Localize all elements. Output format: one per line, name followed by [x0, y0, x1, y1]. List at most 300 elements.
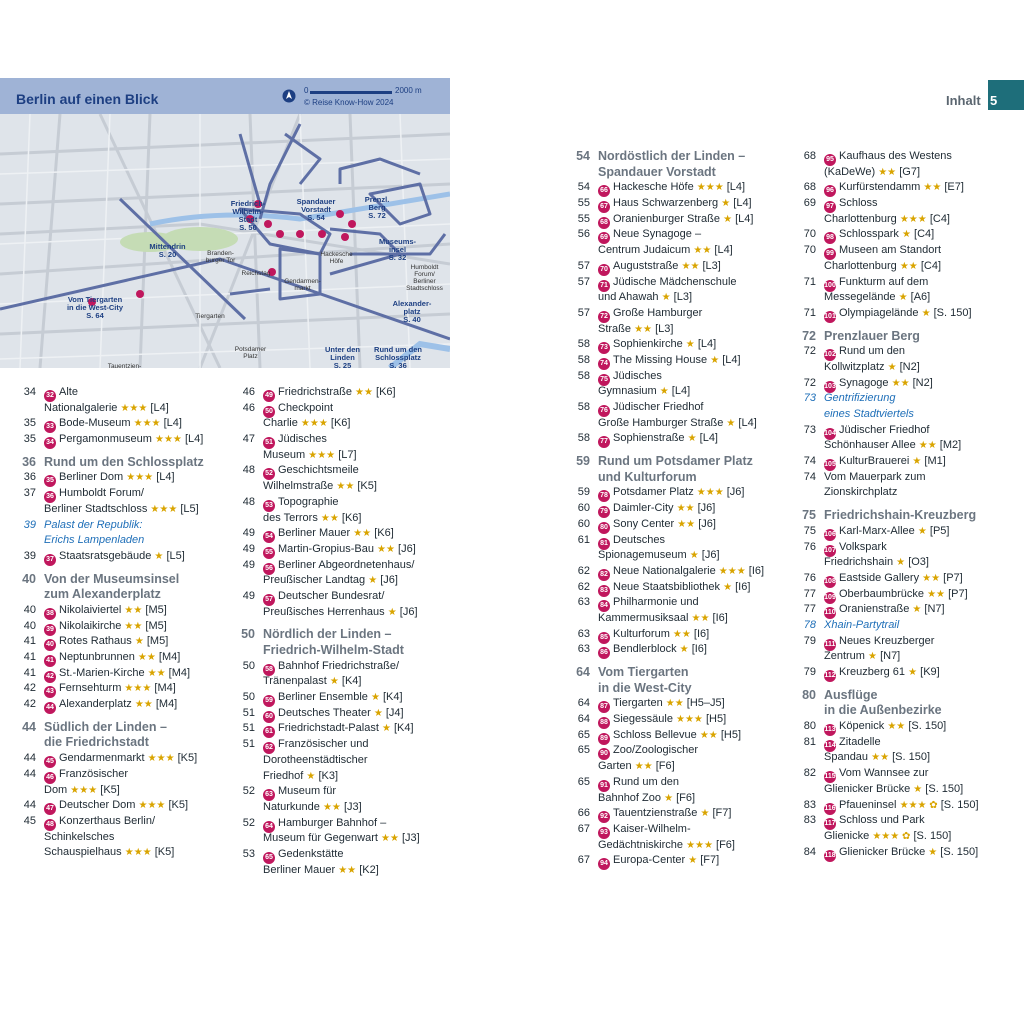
toc-entry-text: [44, 634, 168, 651]
toc-entry[interactable]: [568, 400, 798, 416]
toc-page-number: 64: [576, 665, 590, 679]
toc-entry[interactable]: [233, 558, 463, 574]
toc-entry[interactable]: [233, 769, 463, 785]
toc-entry[interactable]: [233, 721, 463, 737]
toc-entry-text: [44, 783, 120, 799]
toc-section-heading[interactable]: [14, 572, 244, 588]
toc-entry[interactable]: [568, 517, 798, 533]
star-rating-icon: ★★★: [899, 213, 927, 225]
toc-entry-label: Berliner Stadtschloss: [44, 502, 148, 515]
toc-page-number: 76: [803, 540, 816, 553]
toc-feature-entry[interactable]: [794, 618, 1024, 634]
sight-number-badge: 59: [263, 695, 275, 707]
toc-entry-label: Schloss: [839, 197, 878, 210]
map-grid-reference: [M5]: [146, 635, 169, 648]
sight-number-badge: 50: [263, 406, 275, 418]
toc-entry[interactable]: [14, 416, 244, 432]
toc-entry[interactable]: [794, 275, 1024, 291]
toc-section-heading[interactable]: [794, 329, 1024, 345]
toc-entry[interactable]: [14, 798, 244, 814]
toc-entry[interactable]: [14, 650, 244, 666]
toc-entry[interactable]: [233, 674, 463, 690]
toc-page-number: 40: [23, 619, 36, 632]
toc-entry[interactable]: [794, 212, 1024, 228]
toc-entry[interactable]: [233, 753, 463, 769]
sight-number-badge: 98: [824, 232, 836, 244]
toc-entry-text: [824, 587, 968, 604]
toc-entry[interactable]: [568, 759, 798, 775]
toc-entry[interactable]: [568, 369, 798, 385]
toc-entry[interactable]: [14, 830, 244, 846]
sight-number-badge: 96: [824, 185, 836, 197]
toc-entry[interactable]: [794, 376, 1024, 392]
toc-entry-text: [824, 798, 979, 815]
toc-entry[interactable]: [233, 495, 463, 511]
toc-entry[interactable]: [14, 619, 244, 635]
toc-entry-label: Oranienburger Straße: [613, 212, 720, 225]
map-copyright: © Reise Know-How 2024: [304, 98, 394, 107]
toc-entry[interactable]: [14, 783, 244, 799]
toc-entry[interactable]: [568, 712, 798, 728]
toc-entry[interactable]: [14, 767, 244, 783]
toc-feature-entry[interactable]: [14, 518, 244, 534]
toc-entry[interactable]: [794, 634, 1024, 650]
toc-entry-label: Schloss und Park: [839, 814, 925, 827]
toc-entry-label: Charlie: [263, 417, 298, 430]
toc-entry[interactable]: [233, 432, 463, 448]
toc-entry[interactable]: [568, 533, 798, 549]
toc-entry[interactable]: [794, 845, 1024, 861]
toc-entry-text: [824, 618, 899, 634]
toc-entry-text: [44, 814, 155, 831]
star-rating-icon: ★★: [134, 699, 153, 711]
toc-entry[interactable]: [568, 853, 798, 869]
toc-entry[interactable]: [794, 798, 1024, 814]
toc-entry[interactable]: [568, 548, 798, 564]
toc-entry[interactable]: [794, 829, 1024, 845]
toc-section-heading[interactable]: [568, 165, 798, 181]
toc-page-number: 45: [23, 814, 36, 827]
toc-entry[interactable]: [794, 719, 1024, 735]
map-grid-reference: [M1]: [924, 455, 946, 468]
toc-entry-label: Berliner Ensemble: [278, 691, 368, 704]
toc-entry-label: Naturkunde: [263, 800, 320, 813]
toc-entry[interactable]: [233, 690, 463, 706]
map-grid-reference: [S. 150]: [913, 829, 952, 842]
toc-entry[interactable]: [233, 816, 463, 832]
star-rating-icon: ★★★: [124, 683, 152, 695]
toc-entry-label: in die West-City: [598, 680, 692, 695]
star-rating-icon: ★★: [137, 652, 156, 663]
toc-entry-text: [824, 782, 963, 798]
sight-number-badge: 92: [598, 811, 610, 823]
toc-section-heading[interactable]: [568, 665, 798, 681]
toc-entry-text: [598, 290, 692, 306]
toc-entry-text: [263, 753, 368, 769]
sight-number-badge: 91: [598, 780, 610, 792]
sight-number-badge: 89: [598, 733, 610, 745]
toc-entry[interactable]: [568, 485, 798, 501]
toc-entry-label: Eastside Gallery: [839, 571, 920, 584]
toc-entry[interactable]: [568, 838, 798, 854]
toc-entry-label: Neue Nationalgalerie: [613, 564, 716, 577]
toc-entry[interactable]: [794, 555, 1024, 571]
toc-entry[interactable]: [233, 463, 463, 479]
sight-number-badge: 115: [824, 771, 836, 783]
toc-entry-text: [598, 322, 673, 338]
toc-entry[interactable]: [233, 448, 463, 464]
sight-number-badge: 99: [824, 248, 836, 260]
map-grid-reference: [H5–J5]: [686, 697, 725, 710]
toc-entry-label: Vom Wannsee zur: [839, 767, 929, 780]
toc-entry-label: Friedrich-Wilhelm-Stadt: [263, 643, 404, 657]
sight-number-badge: 34: [44, 437, 56, 449]
map-grid-reference: [K4]: [382, 691, 403, 704]
toc-entry[interactable]: [794, 180, 1024, 196]
toc-entry-label: Jüdisches: [278, 433, 327, 446]
toc-entry[interactable]: [233, 573, 463, 589]
star-rating-icon: ★: [659, 386, 669, 398]
toc-entry[interactable]: [568, 743, 798, 759]
toc-entry[interactable]: [568, 384, 798, 400]
toc-section-heading[interactable]: [14, 720, 244, 736]
toc-entry[interactable]: [568, 611, 798, 627]
toc-entry-label: Spandau: [824, 751, 869, 764]
star-rating-icon: ★★★: [133, 418, 161, 430]
toc-entry[interactable]: [794, 243, 1024, 259]
toc-entry-label: Bode-Museum: [59, 417, 131, 430]
map-place-potsdamer-platz: Potsdamer Platz: [234, 346, 267, 360]
toc-entry-text: [824, 180, 964, 197]
toc-entry[interactable]: [233, 401, 463, 417]
sight-number-badge: 95: [824, 154, 836, 166]
toc-section-heading[interactable]: [794, 703, 1024, 719]
toc-entry[interactable]: [14, 603, 244, 619]
toc-entry[interactable]: [233, 589, 463, 605]
toc-page-number: 84: [803, 845, 816, 858]
toc-section-heading[interactable]: [568, 681, 798, 697]
toc-section-heading[interactable]: [14, 735, 244, 751]
toc-entry[interactable]: [794, 750, 1024, 766]
toc-entry-label: Neue Staatsbibliothek: [613, 580, 721, 593]
toc-entry-text: [824, 376, 933, 393]
sight-number-badge: 86: [598, 647, 610, 659]
toc-entry[interactable]: [568, 180, 798, 196]
toc-entry-label: Pergamonmuseum: [59, 433, 152, 446]
toc-entry[interactable]: [568, 243, 798, 259]
toc-section-heading[interactable]: [568, 149, 798, 165]
toc-section-heading[interactable]: [568, 470, 798, 486]
map-grid-reference: [O3]: [908, 556, 929, 569]
toc-page-number: 60: [577, 502, 590, 515]
toc-entry[interactable]: [794, 196, 1024, 212]
star-rating-icon: ★: [726, 417, 736, 429]
toc-section-heading[interactable]: [14, 455, 244, 471]
toc-entry[interactable]: [568, 642, 798, 658]
toc-page-number: 40: [23, 603, 36, 616]
toc-page-number: 77: [803, 603, 816, 616]
toc-entry-label: Wilhelmstraße: [263, 480, 334, 493]
scale-bar: [310, 91, 392, 94]
toc-entry[interactable]: [794, 649, 1024, 665]
toc-section-heading[interactable]: [14, 587, 244, 603]
toc-entry[interactable]: [568, 580, 798, 596]
toc-entry[interactable]: [14, 502, 244, 518]
toc-entry-label: Schauspielhaus: [44, 846, 122, 859]
toc-entry[interactable]: [794, 540, 1024, 556]
toc-entry[interactable]: [568, 322, 798, 338]
sight-number-badge: 108: [824, 576, 836, 588]
toc-entry[interactable]: [14, 845, 244, 861]
toc-page-number: 41: [23, 666, 36, 679]
toc-page-number: 50: [242, 659, 255, 672]
toc-entry[interactable]: [233, 737, 463, 753]
toc-page-number: 44: [22, 719, 36, 734]
map-grid-reference: [K6]: [376, 386, 396, 398]
sight-number-badge: 40: [44, 639, 56, 651]
sight-number-badge: 41: [44, 655, 56, 667]
toc-entry[interactable]: [568, 696, 798, 712]
toc-entry[interactable]: [794, 259, 1024, 275]
sight-number-badge: 84: [598, 600, 610, 612]
toc-entry[interactable]: [568, 627, 798, 643]
toc-section-heading[interactable]: [233, 627, 463, 643]
toc-entry[interactable]: [568, 337, 798, 353]
toc-entry[interactable]: [14, 385, 244, 401]
toc-entry[interactable]: [14, 681, 244, 697]
toc-entry-label: Sophienkirche: [613, 338, 683, 351]
toc-entry-label: Daimler-City: [613, 502, 674, 515]
star-rating-icon: ★★: [927, 588, 945, 600]
sight-number-badge: 74: [598, 358, 610, 370]
toc-entry[interactable]: [233, 659, 463, 675]
map-grid-reference: [F6]: [716, 838, 735, 851]
toc-entry[interactable]: [233, 526, 463, 542]
scale-start: 0: [304, 86, 309, 95]
toc-entry[interactable]: [794, 360, 1024, 376]
toc-entry[interactable]: [794, 766, 1024, 782]
toc-entry-label: Berliner Mauer: [278, 527, 351, 540]
toc-entry-text: [263, 643, 404, 659]
toc-entry[interactable]: [568, 822, 798, 838]
star-rating-icon: ★★★ ✿: [872, 830, 911, 842]
toc-entry[interactable]: [568, 306, 798, 322]
toc-entry[interactable]: [233, 706, 463, 722]
sight-number-badge: 46: [44, 772, 56, 784]
toc-entry-text: [263, 674, 361, 690]
toc-entry[interactable]: [14, 634, 244, 650]
toc-entry-label: Alte: [59, 386, 78, 398]
map-grid-reference: [F7]: [712, 807, 732, 820]
star-rating-icon: ★: [721, 198, 731, 210]
toc-entry[interactable]: [14, 486, 244, 502]
map-grid-reference: [J6]: [399, 605, 418, 618]
toc-entry-text: [824, 555, 929, 571]
toc-entry-label: Schinkelsches: [44, 830, 115, 843]
toc-entry-label: Französischer und: [278, 738, 369, 751]
toc-section-heading[interactable]: [794, 508, 1024, 524]
sight-number-badge: 83: [598, 585, 610, 597]
toc-entry[interactable]: [568, 259, 798, 275]
toc-page-number: 59: [576, 454, 590, 469]
toc-entry-label: Synagoge: [839, 376, 889, 389]
toc-page-number: 67: [577, 854, 590, 867]
toc-entry-text: [824, 813, 925, 830]
toc-entry-label: Hackesche Höfe: [613, 181, 694, 194]
toc-entry[interactable]: [14, 666, 244, 682]
star-rating-icon: ★★★: [147, 753, 175, 765]
toc-page-number: 77: [803, 587, 816, 600]
toc-entry[interactable]: [233, 605, 463, 621]
toc-entry[interactable]: [233, 784, 463, 800]
map-grid-reference: [K2]: [359, 863, 379, 876]
sight-number-badge: 69: [598, 232, 610, 244]
toc-entry-label: Französischer: [59, 767, 129, 780]
toc-entry-label: Rund um den: [839, 345, 906, 358]
toc-page-number: 46: [242, 386, 255, 398]
toc-entry[interactable]: [568, 353, 798, 369]
map-grid-reference: [I6]: [712, 611, 728, 624]
toc-entry[interactable]: [794, 485, 1024, 501]
toc-entry[interactable]: [233, 542, 463, 558]
toc-entry[interactable]: [14, 432, 244, 448]
map-label-museumsinsel: Museums- insel S. 32: [378, 237, 417, 262]
toc-entry[interactable]: [568, 416, 798, 432]
toc-entry[interactable]: [568, 290, 798, 306]
toc-entry[interactable]: [794, 782, 1024, 798]
toc-page-number: 76: [803, 571, 816, 584]
map-grid-reference: [J3]: [402, 832, 420, 845]
toc-entry[interactable]: [794, 571, 1024, 587]
toc-entry[interactable]: [794, 227, 1024, 243]
toc-entry[interactable]: [233, 831, 463, 847]
toc-entry[interactable]: [794, 438, 1024, 454]
toc-entry-text: [598, 485, 744, 502]
toc-entry[interactable]: [233, 863, 463, 879]
toc-entry[interactable]: [568, 212, 798, 228]
toc-entry[interactable]: [794, 524, 1024, 540]
star-rating-icon: ★: [687, 433, 697, 445]
toc-entry-text: [598, 759, 675, 775]
toc-entry[interactable]: [794, 149, 1024, 165]
toc-entry[interactable]: [568, 595, 798, 611]
toc-entry[interactable]: [233, 847, 463, 863]
toc-entry[interactable]: [14, 814, 244, 830]
toc-entry[interactable]: [233, 800, 463, 816]
sight-number-badge: 116: [824, 803, 836, 815]
star-rating-icon: ★★: [923, 182, 942, 194]
toc-entry[interactable]: [568, 791, 798, 807]
toc-feature-entry[interactable]: [794, 407, 1024, 423]
toc-feature-entry[interactable]: [794, 391, 1024, 407]
toc-entry[interactable]: [233, 416, 463, 432]
sight-number-badge: 117: [824, 818, 836, 830]
toc-entry-text: [598, 806, 731, 823]
toc-entry[interactable]: [568, 227, 798, 243]
toc-entry-text: [263, 816, 386, 833]
map-grid-reference: [N7]: [880, 650, 901, 663]
toc-section-heading[interactable]: [794, 688, 1024, 704]
toc-entry-label: Glienicke: [824, 829, 870, 842]
toc-entry-label: des Terrors: [263, 511, 318, 524]
toc-entry-label: Große Hamburger: [613, 306, 703, 319]
section-spacer: [233, 620, 463, 627]
toc-entry[interactable]: [14, 549, 244, 565]
toc-entry-label: Funkturm auf dem: [839, 275, 929, 288]
toc-entry-label: Rund um den: [613, 775, 680, 788]
map-place-reichstag: Reichstag: [241, 270, 271, 277]
toc-entry[interactable]: [568, 806, 798, 822]
toc-entry[interactable]: [794, 306, 1024, 322]
toc-section-heading[interactable]: [233, 643, 463, 659]
toc-entry[interactable]: [14, 401, 244, 417]
toc-entry[interactable]: [568, 775, 798, 791]
toc-entry[interactable]: [794, 165, 1024, 181]
toc-feature-entry[interactable]: [14, 533, 244, 549]
map-grid-reference: [K5]: [168, 799, 189, 812]
toc-entry[interactable]: [568, 564, 798, 580]
toc-entry-label: Nationalgalerie: [44, 401, 118, 414]
toc-entry-label: Palast der Republik:: [44, 518, 143, 531]
toc-entry[interactable]: [568, 275, 798, 291]
toc-entry[interactable]: [568, 431, 798, 447]
toc-entry[interactable]: [794, 602, 1024, 618]
toc-entry-text: [598, 165, 716, 181]
toc-entry[interactable]: [14, 697, 244, 713]
toc-entry[interactable]: [794, 587, 1024, 603]
toc-entry[interactable]: [568, 728, 798, 744]
star-rating-icon: ★★★ ✿: [899, 799, 938, 811]
toc-entry-label: Topographie: [278, 495, 339, 508]
toc-entry-label: Deutsches: [613, 533, 665, 546]
toc-entry-label: Schloss Bellevue: [613, 728, 697, 741]
toc-entry[interactable]: [794, 470, 1024, 486]
map-grid-reference: [L5]: [166, 549, 185, 562]
toc-entry[interactable]: [233, 511, 463, 527]
toc-entry[interactable]: [794, 735, 1024, 751]
section-spacer: [794, 501, 1024, 508]
toc-entry[interactable]: [794, 344, 1024, 360]
star-rating-icon: ★★: [677, 518, 696, 530]
toc-entry[interactable]: [568, 196, 798, 212]
toc-entry-label: Große Hamburger Straße: [598, 416, 724, 429]
star-rating-icon: ★★★: [120, 402, 148, 414]
toc-page-number: 46: [242, 401, 255, 414]
toc-entry[interactable]: [568, 501, 798, 517]
toc-entry[interactable]: [794, 665, 1024, 681]
toc-entry-text: [598, 243, 733, 259]
toc-entry[interactable]: [14, 470, 244, 486]
toc-entry[interactable]: [233, 385, 463, 401]
toc-section-heading[interactable]: [568, 454, 798, 470]
star-rating-icon: ★: [887, 361, 897, 373]
toc-entry[interactable]: [794, 423, 1024, 439]
toc-page-number: 71: [803, 306, 816, 319]
map-place-gendarmenmarkt: Gendarmen- markt: [284, 278, 321, 292]
toc-entry-text: [824, 634, 934, 651]
toc-entry[interactable]: [794, 813, 1024, 829]
toc-entry[interactable]: [794, 290, 1024, 306]
toc-entry[interactable]: [233, 479, 463, 495]
toc-entry-text: [598, 791, 695, 807]
sight-number-badge: 60: [263, 711, 275, 723]
star-rating-icon: ★★: [672, 628, 691, 640]
sight-number-badge: 93: [598, 827, 610, 839]
sight-number-badge: 71: [598, 280, 610, 292]
toc-entry[interactable]: [14, 751, 244, 767]
toc-entry[interactable]: [794, 454, 1024, 470]
toc-entry-text: [263, 463, 359, 480]
